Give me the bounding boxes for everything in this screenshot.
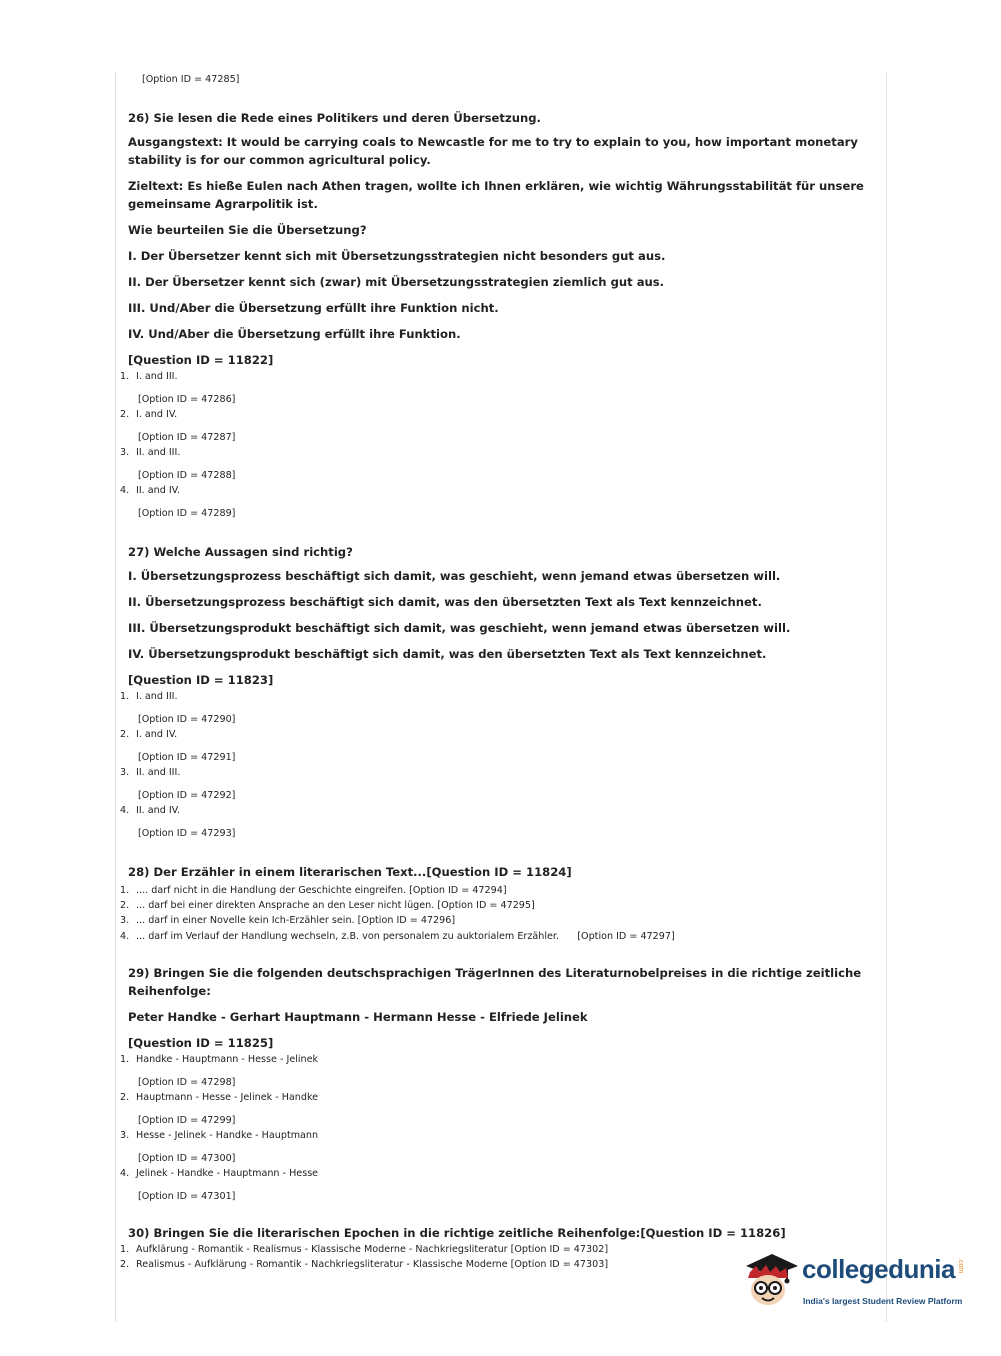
option-number: 4.	[120, 805, 130, 816]
question-id: [Question ID = 11823]	[128, 673, 274, 687]
option-number: 3.	[120, 915, 130, 927]
option-number: 3.	[120, 447, 130, 458]
option-text: I. and IV.	[136, 729, 178, 740]
option-id: [Option ID = 47300]	[138, 1152, 236, 1164]
question-prompt: Wie beurteilen Sie die Übersetzung?	[128, 223, 367, 237]
option-id: [Option ID = 47290]	[138, 714, 236, 725]
option-id: [Option ID = 47299]	[138, 1114, 236, 1126]
answer-option[interactable]	[120, 407, 876, 445]
logo-wordmark: collegedunia	[802, 1254, 955, 1284]
option-text: Handke - Hauptmann - Hesse - Jelinek	[136, 1053, 319, 1065]
option-number: 2.	[120, 1259, 130, 1271]
statement: IV. Übersetzungsprodukt beschäftigt sich damit, was den übersetzten Text als Text kennzeichnet.	[128, 647, 767, 661]
logo-domain: .com	[957, 1258, 964, 1274]
statement: II. Übersetzungsprozess beschäftigt sich damit, was den übersetzten Text als Text kennzeichnet.	[128, 595, 762, 609]
option-number: 3.	[120, 767, 130, 778]
option-id: [Option ID = 47298]	[138, 1076, 236, 1088]
answer-option[interactable]	[120, 483, 876, 521]
option-id: [Option ID = 47287]	[138, 432, 236, 443]
option-id: [Option ID = 47286]	[138, 394, 236, 405]
document-content	[120, 72, 876, 1272]
option-number: 1.	[120, 1243, 130, 1255]
statement: III. Übersetzungsprodukt beschäftigt sich damit, was geschieht, wenn jemand etwas übersetzen will.	[128, 621, 791, 635]
answer-option[interactable]	[120, 369, 876, 407]
mascot-icon	[742, 1250, 800, 1310]
option-text: Realismus - Aufklärung - Romantik - Nachkriegsliteratur - Klassische Moderne [Option ID = 47303]	[136, 1259, 609, 1271]
answer-option[interactable]	[120, 1128, 876, 1166]
question-26	[120, 109, 876, 521]
option-text: I. and III.	[136, 691, 178, 702]
option-id: [Option ID = 47288]	[138, 470, 236, 481]
statement: II. Der Übersetzer kennt sich (zwar) mit Übersetzungsstrategien ziemlich gut aus.	[128, 275, 665, 289]
names-list: Peter Handke - Gerhart Hauptmann - Hermann Hesse - Elfriede Jelinek	[128, 1009, 588, 1024]
logo-tagline: India's largest Student Review Platform	[803, 1296, 963, 1306]
option-number: 4.	[120, 930, 130, 942]
option-id: [Option ID = 47289]	[138, 508, 236, 519]
statement: I. Der Übersetzer kennt sich mit Übersetzungsstrategien nicht besonders gut aus.	[128, 249, 666, 263]
option-text: Hauptmann - Hesse - Jelinek - Handke	[136, 1091, 319, 1103]
question-title: 26) Sie lesen die Rede eines Politikers und deren Übersetzung.	[128, 111, 541, 125]
collegedunia-logo[interactable]	[742, 1248, 972, 1312]
option-text: ... darf in einer Novelle kein Ich-Erzähler sein. [Option ID = 47296]	[136, 915, 456, 927]
option-number: 2.	[120, 1091, 130, 1103]
source-text: Ausgangstext: It would be carrying coals to Newcastle for me to try to explain to you, how important monetary stability is for our common agricultural policy.	[128, 135, 858, 167]
statement: III. Und/Aber die Übersetzung erfüllt ihre Funktion nicht.	[128, 301, 499, 315]
option-number: 2.	[120, 729, 130, 740]
option-number: 1.	[120, 371, 130, 382]
option-number: 1.	[120, 691, 130, 702]
option-number: 1.	[120, 885, 130, 896]
option-number: 4.	[120, 1167, 130, 1179]
answer-option[interactable]	[120, 689, 876, 727]
option-id: [Option ID = 47291]	[138, 752, 236, 763]
option-number: 4.	[120, 485, 130, 496]
option-text: Aufklärung - Romantik - Realismus - Klassische Moderne - Nachkriegsliteratur [Option ID = 47302]	[136, 1243, 609, 1255]
question-27	[120, 543, 876, 841]
option-text: II. and III.	[136, 767, 181, 778]
target-text: Zieltext: Es hieße Eulen nach Athen tragen, wollte ich Ihnen erklären, wie wichtig Währungsstabilität für unsere gemeinsame Agrarpolitik ist.	[128, 179, 864, 211]
option-text: ... darf im Verlauf der Handlung wechseln, z.B. von personalem zu auktorialem Erzähler. [Option ID = 47297]	[136, 930, 675, 942]
question-title: 30) Bringen Sie die literarischen Epochen in die richtige zeitliche Reihenfolge:[Question ID = 11826]	[128, 1225, 786, 1240]
answer-option[interactable]	[120, 1052, 876, 1090]
answer-option[interactable]	[120, 898, 876, 913]
answer-option[interactable]	[120, 765, 876, 803]
question-28	[120, 863, 876, 944]
option-id: [Option ID = 47292]	[138, 790, 236, 801]
option-text: II. and IV.	[136, 805, 181, 816]
question-title: 29) Bringen Sie die folgenden deutschsprachigen TrägerInnen des Literaturnobelpreises in die richtige zeitliche Reihenfolge:	[128, 965, 862, 998]
statement: IV. Und/Aber die Übersetzung erfüllt ihre Funktion.	[128, 327, 461, 341]
option-text: Hesse - Jelinek - Handke - Hauptmann	[136, 1129, 319, 1141]
option-text: I. and IV.	[136, 409, 178, 420]
statement: I. Übersetzungsprozess beschäftigt sich damit, was geschieht, wenn jemand etwas übersetzen will.	[128, 569, 781, 583]
option-number: 2.	[120, 409, 130, 420]
option-number: 2.	[120, 900, 130, 912]
answer-option[interactable]	[120, 727, 876, 765]
option-text: .... darf nicht in die Handlung der Geschichte eingreifen. [Option ID = 47294]	[136, 885, 507, 896]
answer-option[interactable]	[120, 1090, 876, 1128]
option-number: 1.	[120, 1053, 130, 1065]
answer-option[interactable]	[120, 929, 876, 944]
answer-option[interactable]	[120, 803, 876, 841]
option-text: II. and III.	[136, 447, 181, 458]
question-title: 27) Welche Aussagen sind richtig?	[128, 545, 353, 559]
option-id: [Option ID = 47293]	[138, 828, 236, 839]
question-title: 28) Der Erzähler in einem literarischen Text...[Question ID = 11824]	[128, 865, 572, 879]
option-id: [Option ID = 47301]	[138, 1190, 236, 1202]
option-text: I. and III.	[136, 371, 178, 382]
option-id: [Option ID = 47285]	[142, 74, 240, 85]
option-text: ... darf bei einer direkten Ansprache an den Leser nicht lügen. [Option ID = 47295]	[136, 900, 535, 912]
answer-option[interactable]	[120, 913, 876, 928]
question-id: [Question ID = 11822]	[128, 353, 274, 367]
option-text: II. and IV.	[136, 485, 181, 496]
question-id: [Question ID = 11825]	[128, 1035, 274, 1050]
option-text: Jelinek - Handke - Hauptmann - Hesse	[136, 1167, 319, 1179]
option-number: 3.	[120, 1129, 130, 1141]
answer-option[interactable]	[120, 1166, 876, 1204]
answer-option[interactable]	[120, 445, 876, 483]
question-29	[120, 964, 876, 1204]
answer-option[interactable]	[120, 883, 876, 898]
